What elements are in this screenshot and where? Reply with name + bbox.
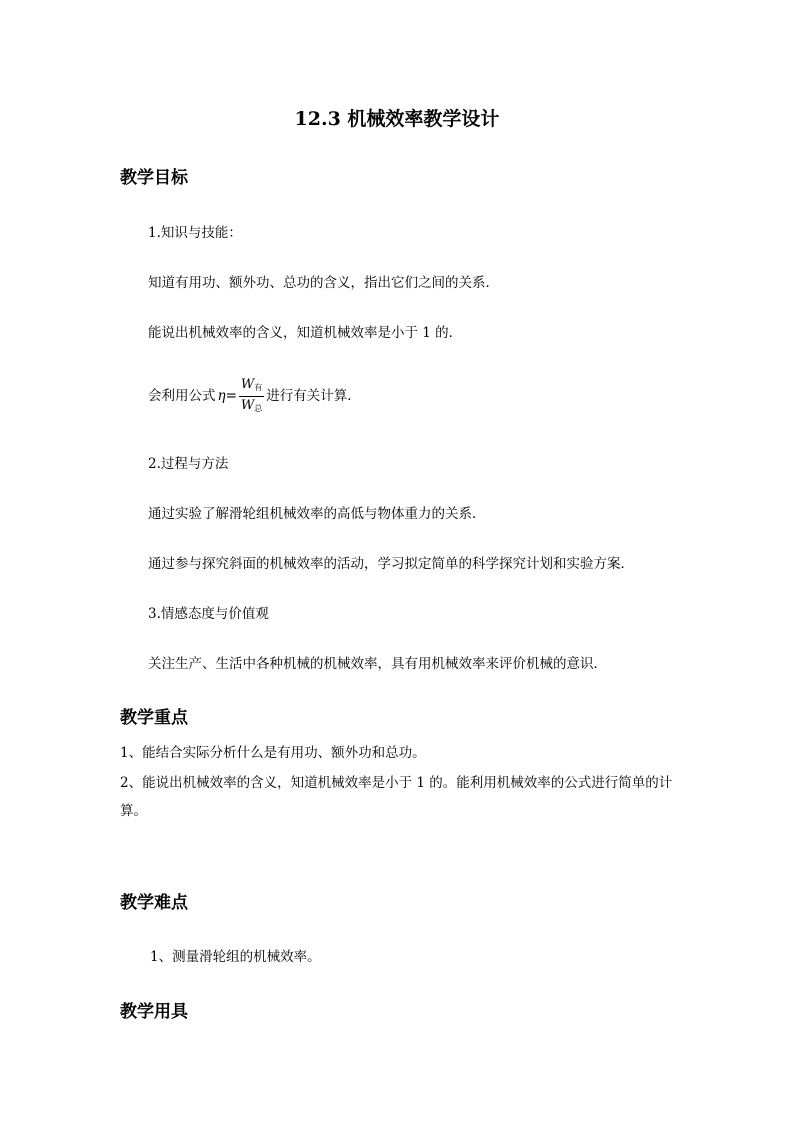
knowledge-skills-subtitle: 1.知识与技能： xyxy=(148,225,242,241)
difficulties-heading: 教学难点 xyxy=(120,893,188,913)
difficulty-item: 1、测量滑轮组的机械效率。 xyxy=(150,949,321,965)
objective-item: 能说出机械效率的含义，知道机械效率是小于 1 的． xyxy=(148,325,463,341)
key-point-item: 1、能结合实际分析什么是有用功、额外功和总功。 xyxy=(120,745,426,761)
objective-item: 关注生产、生活中各种机械的机械效率，具有用机械效率来评价机械的意识． xyxy=(148,656,607,672)
fraction-numerator: $W_有$ xyxy=(239,376,264,397)
efficiency-symbol: η= xyxy=(217,388,237,404)
tools-heading: 教学用具 xyxy=(120,1002,188,1022)
objectives-heading: 教学目标 xyxy=(120,168,188,188)
objective-item: 知道有用功、额外功、总功的含义，指出它们之间的关系． xyxy=(148,275,499,291)
formula-line xyxy=(148,374,361,418)
formula-suffix: 进行有关计算． xyxy=(266,388,361,404)
fraction-denominator: $W_总$ xyxy=(240,397,263,413)
formula-prefix: 会利用公式 xyxy=(148,388,216,404)
objective-item: 通过参与探究斜面的机械效率的活动，学习拟定简单的科学探究计划和实验方案． xyxy=(148,556,634,572)
document-title: 12.3 机械效率教学设计 xyxy=(294,108,500,130)
process-methods-subtitle: 2.过程与方法 xyxy=(148,456,229,472)
efficiency-fraction xyxy=(239,376,264,417)
attitude-values-subtitle: 3.情感态度与价值观 xyxy=(148,606,269,622)
objective-item: 通过实验了解滑轮组机械效率的高低与物体重力的关系． xyxy=(148,506,486,522)
key-points-heading: 教学重点 xyxy=(120,708,188,728)
key-point-item: 2、能说出机械效率的含义，知道机械效率是小于 1 的。能利用机械效率的公式进行简单的计算。 xyxy=(120,775,673,819)
